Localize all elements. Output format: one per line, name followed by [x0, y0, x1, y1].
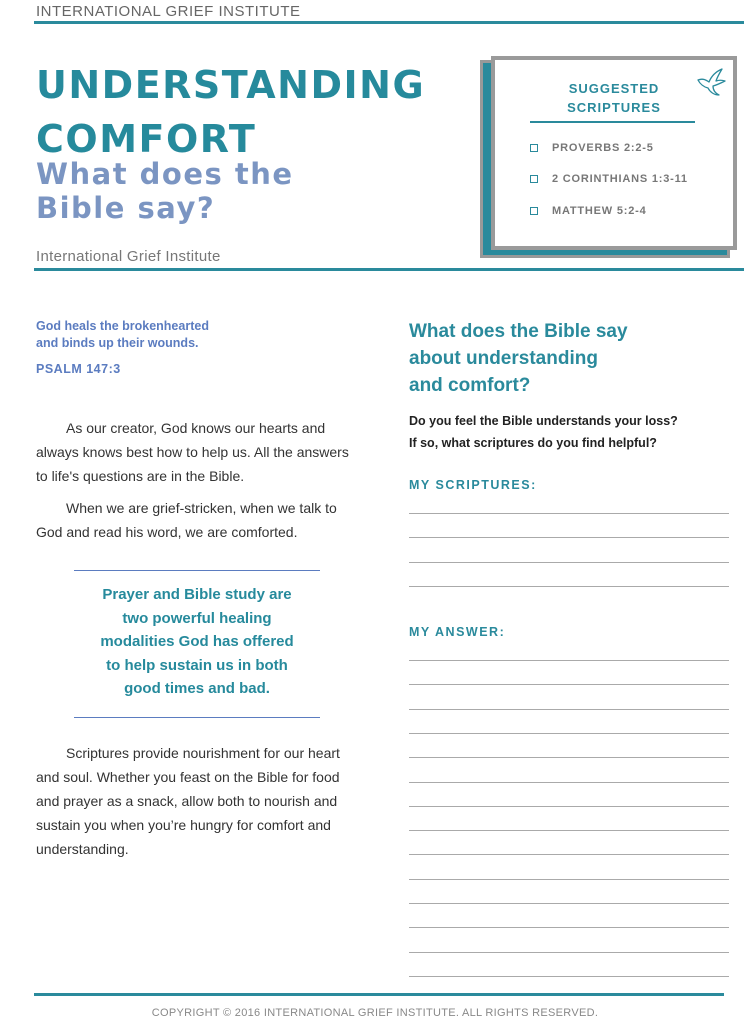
title-line-2: COMFORT — [36, 117, 257, 161]
question-line: If so, what scriptures do you find helpful? — [409, 436, 657, 450]
scripture-item — [530, 142, 654, 154]
writing-line[interactable] — [409, 782, 729, 783]
suggested-scriptures-title — [495, 79, 733, 117]
verse-reference: PSALM 147:3 — [36, 362, 121, 376]
writing-line[interactable] — [409, 660, 729, 661]
worksheet-title-line: What does the Bible say — [409, 321, 628, 342]
pull-quote-line: Prayer and Bible study are — [102, 586, 292, 603]
box-title-line-1: SUGGESTED — [568, 81, 660, 96]
writing-line[interactable] — [409, 854, 729, 855]
pull-quote-line: to help sustain us in both — [106, 656, 288, 674]
writing-line[interactable] — [409, 976, 729, 977]
body-paragraph-3: Scriptures provide nourishment for our heart and soul. Whether you feast on the Bible for food and prayer as a snack, allow both to nourish and sustain you when you’re hungry for comfort and understanding. — [36, 745, 340, 857]
writing-line[interactable] — [409, 537, 729, 538]
header-rule — [34, 268, 744, 271]
writing-line[interactable] — [409, 562, 729, 563]
writing-line[interactable] — [409, 903, 729, 904]
question-line: Do you feel the Bible understands your loss? — [409, 414, 678, 428]
scripture-item — [530, 205, 647, 217]
box-title-line-2: SCRIPTURES — [567, 100, 661, 115]
writing-line[interactable] — [409, 806, 729, 807]
page-subtitle — [36, 157, 456, 225]
scripture-item — [530, 173, 688, 185]
subtitle-line-2: Bible say? — [36, 191, 216, 225]
writing-line[interactable] — [409, 684, 729, 685]
my-scriptures-label: MY SCRIPTURES: — [409, 478, 537, 492]
writing-line[interactable] — [409, 513, 729, 514]
writing-line[interactable] — [409, 952, 729, 953]
subtitle-line-1: What does the — [36, 157, 294, 191]
copyright-footer: COPYRIGHT © 2016 INTERNATIONAL GRIEF INSTITUTE. ALL RIGHTS RESERVED. — [151, 1007, 599, 1019]
box-divider — [530, 121, 695, 123]
verse-quote — [36, 318, 266, 352]
org-name: International Grief Institute — [36, 248, 221, 265]
checkbox-icon — [530, 207, 538, 215]
writing-line[interactable] — [409, 927, 729, 928]
verse-line-2: and binds up their wounds. — [36, 336, 199, 350]
body-paragraph-1: As our creator, God knows our hearts and always knows best how to help us. All the answers to life's questions are in the Bible. — [36, 420, 349, 484]
pull-quote-line: good times and bad. — [124, 680, 270, 697]
checkbox-icon — [530, 144, 538, 152]
writing-line[interactable] — [409, 586, 729, 587]
my-answer-label: MY ANSWER: — [409, 625, 506, 639]
writing-line[interactable] — [409, 879, 729, 880]
scripture-item-label: MATTHEW 5:2-4 — [552, 205, 647, 217]
pull-quote-line: modalities God has offered — [100, 633, 294, 650]
worksheet-question — [409, 410, 739, 454]
top-label: INTERNATIONAL GRIEF INSTITUTE — [36, 3, 301, 20]
worksheet-title — [409, 318, 709, 399]
pull-quote-line: two powerful healing — [122, 609, 272, 627]
scripture-item-label: 2 CORINTHIANS 1:3-11 — [552, 173, 688, 185]
scripture-item-label: PROVERBS 2:2-5 — [552, 142, 654, 154]
verse-line-1: God heals the brokenhearted — [36, 319, 209, 333]
worksheet-title-line: and comfort? — [409, 375, 531, 396]
quote-rule-top — [74, 570, 320, 571]
body-paragraph-2: When we are grief-stricken, when we talk to God and read his word, we are comforted. — [36, 500, 337, 540]
writing-line[interactable] — [409, 733, 729, 734]
footer-rule — [34, 993, 724, 996]
page-title — [36, 58, 456, 166]
title-line-1: UNDERSTANDING — [36, 63, 426, 107]
suggested-scriptures-box — [491, 56, 737, 250]
worksheet-title-line: about understanding — [409, 348, 598, 369]
top-rule — [34, 21, 744, 24]
writing-line[interactable] — [409, 830, 729, 831]
writing-line[interactable] — [409, 709, 729, 710]
pull-quote — [74, 583, 320, 701]
writing-line[interactable] — [409, 757, 729, 758]
checkbox-icon — [530, 175, 538, 183]
quote-rule-bottom — [74, 717, 320, 718]
